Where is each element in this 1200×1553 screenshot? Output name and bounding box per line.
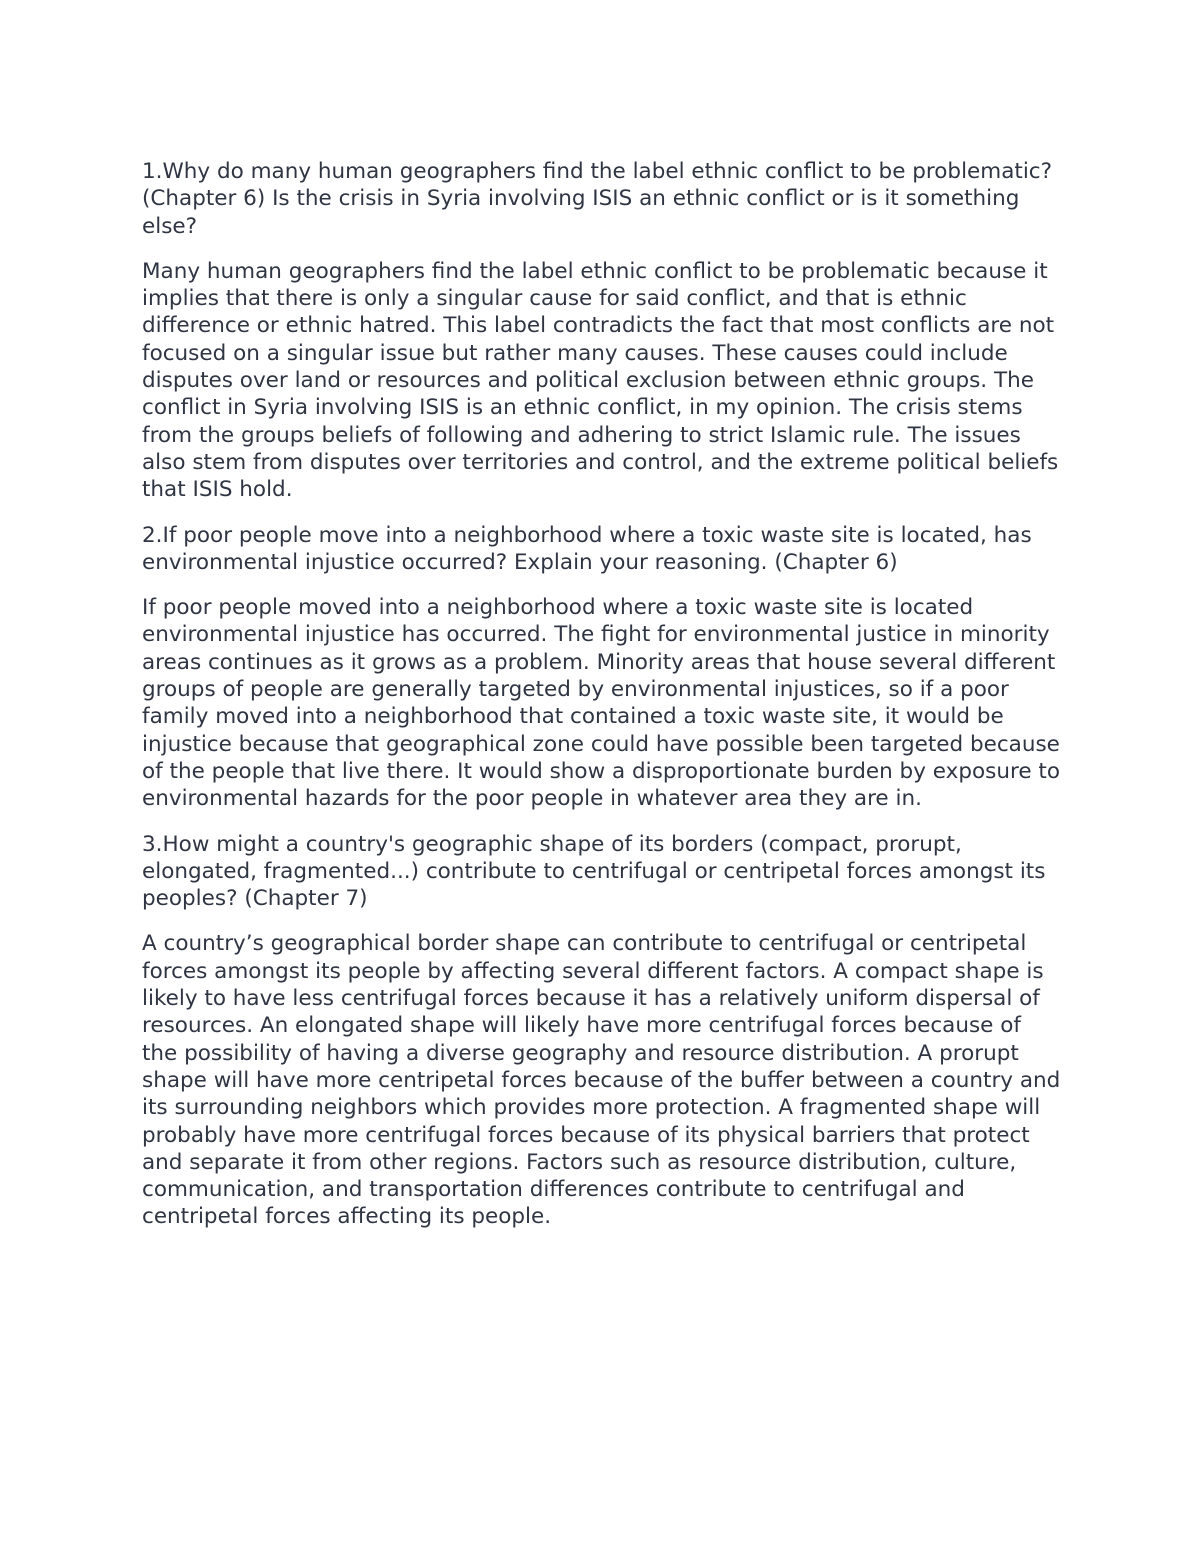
answer-2: If poor people moved into a neighborhood where a toxic waste site is located environmental injustice has occurred. The fight for environmental justice in minority areas continues as it grows as a problem. Minority areas that house several different groups of people are generally targeted by environmental injustices, so if a poor family moved into a neighborhood that contained a toxic waste site, it would be injustice because that geographical zone could have possible been targeted because of the people that live there. It would show a disproportionate burden by exposure to environmental hazards for the poor people in whatever area they are in. bbox=[142, 595, 1060, 812]
answer-1: Many human geographers find the label ethnic conflict to be problematic because it implies that there is only a singular cause for said conflict, and that is ethnic difference or ethnic hatred. This label contradicts the fact that most conflicts are not focused on a singular issue but rather many causes. These causes could include disputes over land or resources and political exclusion between ethnic groups. The conflict in Syria involving ISIS is an ethnic conflict, in my opinion. The crisis stems from the groups beliefs of following and adhering to strict Islamic rule. The issues also stem from disputes over territories and control, and the extreme political beliefs that ISIS hold. bbox=[142, 258, 1059, 503]
question-2: 2.If poor people move into a neighborhood where a toxic waste site is located, has environmental injustice occurred? Explain your reasoning. (Chapter 6) bbox=[142, 522, 1032, 575]
answer-3: A country’s geographical border shape can contribute to centrifugal or centripetal forces amongst its people by affecting several different factors. A compact shape is likely to have less centrifugal forces because it has a relatively uniform dispersal of resources. An elongated shape will likely have more centrifugal forces because of the possibility of having a diverse geography and resource distribution. A prorupt shape will have more centripetal forces because of the buffer between a country and its surrounding neighbors which provides more protection. A fragmented shape will probably have more centrifugal forces because of its physical barriers that protect and separate it from other regions. Factors such as resource distribution, culture, communication, and transportation differences contribute to centrifugal and centripetal forces affecting its people. bbox=[142, 931, 1061, 1230]
question-3: 3.How might a country's geographic shape of its borders (compact, prorupt, elongated, fragmented...) contribute to centrifugal or centripetal forces amongst its peoples? (Chapter 7) bbox=[142, 831, 1046, 912]
document-body bbox=[142, 158, 1062, 1249]
question-1: 1.Why do many human geographers find the label ethnic conflict to be problematic?(Chapter 6) Is the crisis in Syria involving ISIS an ethnic conflict or is it something else? bbox=[142, 159, 1053, 239]
